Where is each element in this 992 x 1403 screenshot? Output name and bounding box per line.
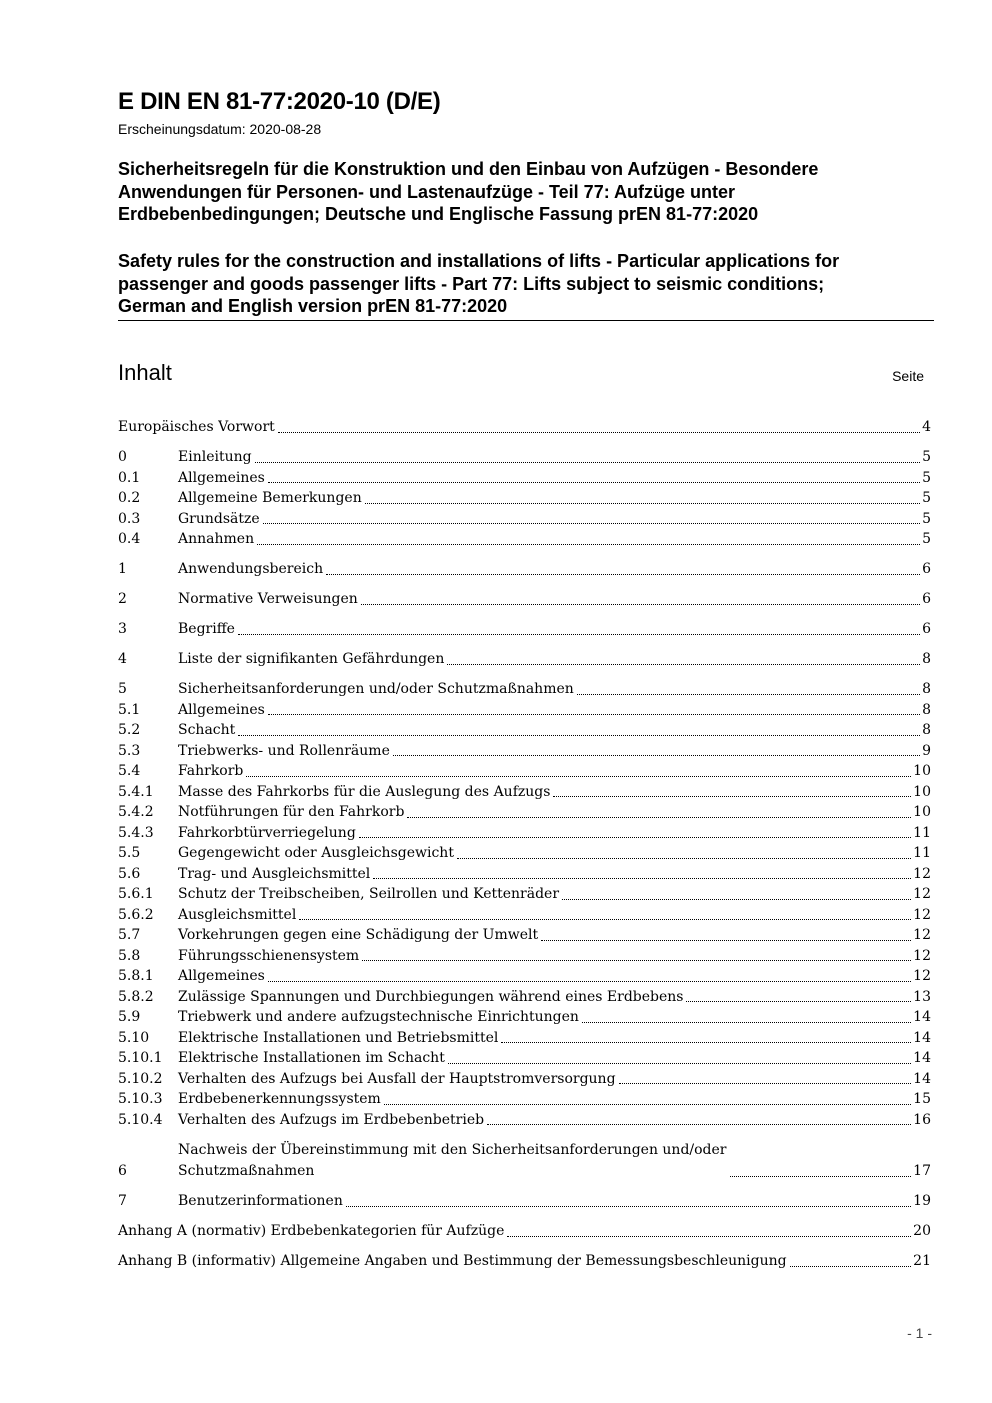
toc-entry[interactable] xyxy=(118,802,931,823)
toc-entry[interactable] xyxy=(118,468,931,489)
dot-leader xyxy=(257,544,920,545)
dot-leader xyxy=(365,503,920,504)
toc-entry-page: 14 xyxy=(913,1070,931,1087)
dot-leader xyxy=(361,604,920,605)
toc-entry[interactable] xyxy=(118,559,931,580)
toc-entry-number: 5.4.2 xyxy=(118,804,154,820)
toc-entry-page: 12 xyxy=(913,947,931,964)
toc-entry-number: 5 xyxy=(118,681,127,697)
toc-entry-page: 5 xyxy=(922,531,931,547)
dot-leader xyxy=(582,1022,911,1023)
dot-leader xyxy=(359,837,911,838)
toc-entry-title: Liste der signifikanten Gefährdungen xyxy=(178,651,445,667)
toc-entry-number: 5.5 xyxy=(118,845,141,861)
toc-entry-page: 6 xyxy=(922,591,931,607)
toc-entry-page: 20 xyxy=(913,1223,931,1239)
toc-entry-title: Elektrische Installationen und Betriebsmittel xyxy=(178,1029,499,1046)
publication-date: Erscheinungsdatum: 2020-08-28 xyxy=(118,121,322,137)
toc-entry-page: 10 xyxy=(913,763,931,779)
dot-leader xyxy=(268,981,911,982)
toc-entry-title: Gegengewicht oder Ausgleichsgewicht xyxy=(178,845,454,861)
toc-entry-page: 12 xyxy=(913,968,931,984)
dot-leader xyxy=(263,523,920,524)
toc-entry-number: 5.8.1 xyxy=(118,968,154,984)
toc-entry-number: 5.2 xyxy=(118,722,141,738)
toc-entry-number: 5.1 xyxy=(118,701,141,718)
toc-entry-title: Fahrkorb xyxy=(178,763,244,779)
dot-leader xyxy=(447,664,920,665)
dot-leader xyxy=(393,755,920,756)
toc-entry-title: Allgemeine Bemerkungen xyxy=(178,490,362,506)
toc-entry[interactable] xyxy=(118,619,931,640)
toc-entry-title: Schutz der Treibscheiben, Seilrollen und Kettenräder xyxy=(178,886,560,902)
toc-entry[interactable] xyxy=(118,761,931,782)
toc-entry-page: 10 xyxy=(913,783,931,800)
toc-entry-title: Vorkehrungen gegen eine Schädigung der Umwelt xyxy=(178,927,539,943)
toc-entry-title: Schacht xyxy=(178,722,236,738)
toc-entry-number: 5.6 xyxy=(118,865,141,882)
toc-entry-title: Europäisches Vorwort xyxy=(118,419,275,435)
toc-entry-page: 15 xyxy=(913,1091,931,1107)
toc-entry[interactable] xyxy=(118,589,931,610)
toc-entry-page: 8 xyxy=(922,681,931,697)
toc-entry-page: 14 xyxy=(913,1009,931,1025)
header-rule xyxy=(118,320,934,321)
toc-entry-number: 5.4 xyxy=(118,763,141,779)
toc-entry[interactable] xyxy=(118,966,931,987)
dot-leader xyxy=(730,1176,912,1177)
toc-entry-number: 5.6.1 xyxy=(118,886,154,902)
dot-leader xyxy=(541,940,911,941)
toc-entry-title: Erdbebenerkennungssystem xyxy=(178,1091,381,1107)
dot-leader xyxy=(790,1266,912,1267)
toc-entry-page: 19 xyxy=(913,1193,931,1209)
toc-entry-number: 5.8 xyxy=(118,947,141,964)
toc-entry-title: Anwendungsbereich xyxy=(178,561,324,577)
toc-entry-title: Normative Verweisungen xyxy=(178,591,358,607)
toc-entry-page: 14 xyxy=(913,1050,931,1066)
dot-leader xyxy=(278,432,920,433)
toc-entry[interactable] xyxy=(118,1048,931,1069)
toc-entry[interactable] xyxy=(118,843,931,864)
toc-entry-number: 5.7 xyxy=(118,927,141,943)
toc-entry-number: 0 xyxy=(118,449,127,465)
toc-entry[interactable] xyxy=(118,509,931,530)
toc-entry-number: 5.10.2 xyxy=(118,1070,163,1087)
toc-entry-title: Annahmen xyxy=(178,531,255,547)
toc-entry[interactable] xyxy=(118,946,931,967)
toc-entry-number: 2 xyxy=(118,591,127,607)
toc-entry-number: 0.3 xyxy=(118,510,141,527)
document-id: E DIN EN 81-77:2020-10 (D/E) xyxy=(118,88,441,115)
toc-entry-page: 21 xyxy=(913,1253,931,1269)
toc-page-column-label: Seite xyxy=(892,368,924,384)
toc-entry-page: 9 xyxy=(922,742,931,759)
toc-entry-title: Anhang A (normativ) Erdbebenkategorien für Aufzüge xyxy=(118,1223,505,1239)
dot-leader xyxy=(407,817,911,818)
toc-entry-page: 5 xyxy=(922,490,931,506)
toc-entry-title: Fahrkorbtürverriegelung xyxy=(178,824,356,841)
toc-entry-page: 8 xyxy=(922,722,931,738)
dot-leader xyxy=(562,899,911,900)
toc-entry-page: 12 xyxy=(913,865,931,882)
dot-leader xyxy=(457,858,911,859)
toc-entry[interactable] xyxy=(118,1221,931,1242)
toc-entry-title: Begriffe xyxy=(178,621,235,637)
toc-entry-title: Allgemeines xyxy=(178,968,265,984)
dot-leader xyxy=(362,960,911,961)
toc-entry-page: 4 xyxy=(922,419,931,435)
toc-entry-page: 16 xyxy=(913,1111,931,1128)
title-english xyxy=(118,250,938,318)
toc-entry[interactable] xyxy=(118,488,931,509)
toc-entry[interactable] xyxy=(118,782,931,803)
toc-entry-title: Triebwerks- und Rollenräume xyxy=(178,742,390,759)
toc-entry-title: Verhalten des Aufzugs bei Ausfall der Hauptstromversorgung xyxy=(178,1070,616,1087)
toc-entry[interactable] xyxy=(118,447,931,468)
toc-entry[interactable] xyxy=(118,741,931,762)
toc-entry-page: 5 xyxy=(922,469,931,486)
toc-entry[interactable] xyxy=(118,1069,931,1090)
toc-entry[interactable] xyxy=(118,529,931,550)
dot-leader xyxy=(577,694,920,695)
toc-entry-number: 5.4.1 xyxy=(118,783,154,800)
title-english-line: passenger and goods passenger lifts - Part 77: Lifts subject to seismic conditions; xyxy=(118,273,825,294)
toc-entry-page: 6 xyxy=(922,561,931,577)
dot-leader xyxy=(346,1206,911,1207)
dot-leader xyxy=(326,574,920,575)
dot-leader xyxy=(507,1236,911,1237)
toc-entry-title: Anhang B (informativ) Allgemeine Angaben und Bestimmung der Bemessungsbeschleunigung xyxy=(118,1253,787,1269)
toc-entry-number: 7 xyxy=(118,1193,127,1209)
toc-entry[interactable] xyxy=(118,1140,931,1182)
toc-entry[interactable] xyxy=(118,864,931,885)
toc-entry-number: 0.1 xyxy=(118,469,141,486)
toc-entry-number: 6 xyxy=(118,1163,127,1179)
dot-leader xyxy=(448,1063,911,1064)
dot-leader xyxy=(246,776,911,777)
toc-entry-title: Sicherheitsanforderungen und/oder Schutzmaßnahmen xyxy=(178,681,574,697)
toc-entry-page: 11 xyxy=(913,845,931,861)
toc-entry-title: Trag- und Ausgleichsmittel xyxy=(178,865,371,882)
toc-entry-title: Masse des Fahrkorbs für die Auslegung des Aufzugs xyxy=(178,783,551,800)
title-english-line: Safety rules for the construction and installations of lifts - Particular applications for xyxy=(118,251,840,271)
toc-entry-number: 5.8.2 xyxy=(118,988,154,1005)
dot-leader xyxy=(268,482,920,483)
toc-entry-page: 10 xyxy=(913,804,931,820)
toc-entry[interactable] xyxy=(118,649,931,670)
toc-entry-title: Triebwerk und andere aufzugstechnische Einrichtungen xyxy=(178,1009,579,1025)
toc-entry[interactable] xyxy=(118,823,931,844)
title-english-line: German and English version prEN 81-77:2020 xyxy=(118,296,508,316)
toc-entry[interactable] xyxy=(118,1191,931,1212)
title-german-line: Erdbebenbedingungen; Deutsche und Englische Fassung prEN 81-77:2020 xyxy=(118,204,759,224)
toc-entry-page: 14 xyxy=(913,1029,931,1046)
toc-entry-title: Allgemeines xyxy=(178,701,265,718)
toc-entry-title: Benutzerinformationen xyxy=(178,1193,343,1209)
toc-entry-page: 12 xyxy=(913,906,931,923)
toc-entry-page: 8 xyxy=(922,651,931,667)
toc-entry-number: 5.10 xyxy=(118,1029,150,1046)
toc-entry-number: 5.6.2 xyxy=(118,906,154,923)
toc-entry[interactable] xyxy=(118,987,931,1008)
dot-leader xyxy=(373,878,911,879)
toc-entry-title: Grundsätze xyxy=(178,510,260,527)
toc-entry-number: 1 xyxy=(118,561,127,577)
toc-entry-number: 5.4.3 xyxy=(118,824,154,841)
toc-entry[interactable] xyxy=(118,1089,931,1110)
toc-entry-page: 12 xyxy=(913,927,931,943)
dot-leader xyxy=(487,1124,911,1125)
toc-entry-number: 4 xyxy=(118,651,127,667)
toc-entry-title: Ausgleichsmittel xyxy=(178,906,297,923)
toc-entry-title: Einleitung xyxy=(178,449,252,465)
toc-entry-title: Führungsschienensystem xyxy=(178,947,360,964)
table-of-contents xyxy=(118,417,931,1272)
dot-leader xyxy=(553,796,911,797)
toc-entry-number: 0.2 xyxy=(118,490,141,506)
toc-entry-title: Verhalten des Aufzugs im Erdbebenbetrieb xyxy=(178,1111,485,1128)
dot-leader xyxy=(255,462,921,463)
title-german-line: Anwendungen für Personen- und Lastenaufzüge - Teil 77: Aufzüge unter xyxy=(118,181,736,202)
toc-entry-page: 6 xyxy=(922,621,931,637)
page-number: - 1 - xyxy=(907,1325,932,1341)
toc-entry[interactable] xyxy=(118,1007,931,1028)
toc-entry[interactable] xyxy=(118,1110,931,1131)
toc-entry-number: 3 xyxy=(118,621,127,637)
title-german xyxy=(118,158,938,226)
toc-entry-number: 5.10.4 xyxy=(118,1111,163,1128)
toc-entry[interactable] xyxy=(118,905,931,926)
toc-entry-number: 5.9 xyxy=(118,1009,141,1025)
toc-entry-number: 5.10.3 xyxy=(118,1091,163,1107)
toc-entry-number: 0.4 xyxy=(118,531,141,547)
toc-entry-title-line: Schutzmaßnahmen xyxy=(178,1162,315,1179)
toc-entry-page: 5 xyxy=(922,449,931,465)
title-german-line: Sicherheitsregeln für die Konstruktion und den Einbau von Aufzügen - Besondere xyxy=(118,159,819,179)
dot-leader xyxy=(619,1083,912,1084)
toc-entry-title: Elektrische Installationen im Schacht xyxy=(178,1050,445,1066)
toc-entry-page: 8 xyxy=(922,701,931,718)
toc-entry-page: 13 xyxy=(913,988,931,1005)
toc-heading: Inhalt xyxy=(118,360,172,385)
dot-leader xyxy=(384,1104,911,1105)
dot-leader xyxy=(268,714,920,715)
toc-entry[interactable] xyxy=(118,417,931,438)
toc-entry[interactable] xyxy=(118,679,931,700)
toc-entry-page: 11 xyxy=(913,824,931,841)
toc-entry[interactable] xyxy=(118,720,931,741)
toc-entry[interactable] xyxy=(118,925,931,946)
toc-entry-number: 5.3 xyxy=(118,742,141,759)
toc-entry[interactable] xyxy=(118,884,931,905)
dot-leader xyxy=(238,735,920,736)
toc-entry-title: Zulässige Spannungen und Durchbiegungen während eines Erdbebens xyxy=(178,988,684,1005)
toc-entry-number: 5.10.1 xyxy=(118,1050,163,1066)
toc-entry-page: 5 xyxy=(922,510,931,527)
toc-entry-page: 17 xyxy=(913,1163,931,1179)
toc-entry-title: Allgemeines xyxy=(178,469,265,486)
toc-entry[interactable] xyxy=(118,700,931,721)
toc-entry[interactable] xyxy=(118,1028,931,1049)
dot-leader xyxy=(686,1001,911,1002)
dot-leader xyxy=(501,1042,911,1043)
dot-leader xyxy=(238,634,920,635)
toc-entry[interactable] xyxy=(118,1251,931,1272)
toc-entry-page: 12 xyxy=(913,886,931,902)
toc-entry-title: Notführungen für den Fahrkorb xyxy=(178,804,405,820)
dot-leader xyxy=(299,919,911,920)
toc-entry-title-line: Nachweis der Übereinstimmung mit den Sicherheitsanforderungen und/oder xyxy=(178,1141,727,1158)
